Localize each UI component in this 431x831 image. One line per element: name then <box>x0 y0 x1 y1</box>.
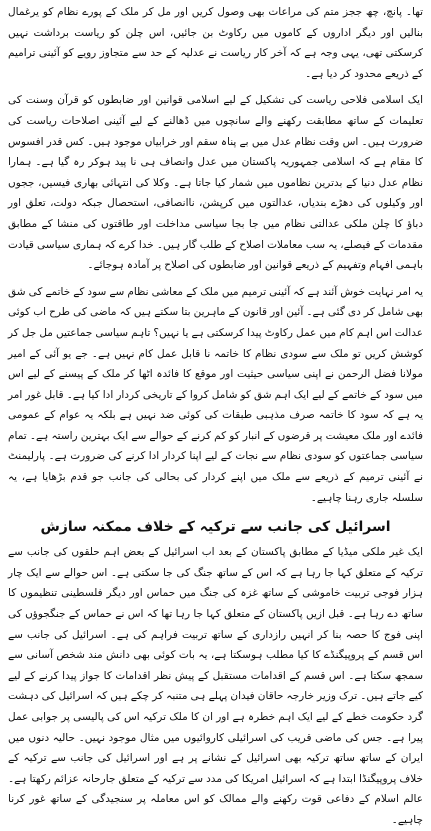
paragraph-interest-elimination: یہ امر نہایت خوش آئند ہے کہ آئینی ترمیم میں ملک کے معاشی نظام سے سود کے خاتمے کی شق بھی شامل کر دی گئی ہے۔ آئین اور قانون کے ماہرین بتا سکتے ہیں کہ ماضی کی طرح اب کوئی عدالت اس اہم کام میں عمل رکاوٹ پیدا کرسکتی ہے یا نہیں؟ تاہم سیاسی جماعتیں مل جل کر کوشش کریں تو ملک سے سودی نظام کا خاتمہ نا قابل عمل کام نہیں ہے۔ جے یو آئی کے امیر مولانا فضل الرحمن نے اپنی سیاسی حیثیت اور موقع کا فائدہ اٹھا کر ملک کے پیسنے کے لیے اس میں سود کے خاتمے کے لیے ایک اہم شق کو شامل کروا کے تاریخی کردار ادا کیا ہے۔ قابل غور امر یہ ہے کہ سود کا خاتمہ صرف مذہبی طبقات کی کوئی ضد نہیں ہے بلکہ یہ عوام کے عمومی فائدے اور ملک معیشت پر قرضوں کے انبار کو کم کرنے کے حوالے سے ایک بہترین راستہ ہے۔ تمام سیاسی جماعتوں کو سودی نظام سے نجات کے لیے اپنا کردار ادا کرنے کی ضرورت ہے۔ پارلیمنٹ نے آئینی ترمیم کے ذریعے سے ملک میں اپنے کردار کی بحالی کی جانب جو قدم بڑھایا ہے، یہ سلسلہ جاری رہنا چاہیے۔ <box>7 285 423 504</box>
paragraph-israel-turkey: ایک غیر ملکی میڈیا کے مطابق پاکستان کے بعد اب اسرائیل کے بعض اہم حلقوں کی جانب سے ترکیہ کے متعلق کہا جا رہا ہے کہ اس کے ساتھ جنگ کی جا سکتی ہے۔ اس حوالے سے ایک چار ہزار فوجی تربیت خاموشی کے ساتھ غزہ کی جنگ میں حماس اور دیگر فلسطینی تنظیموں کا ساتھ دے رہا ہے۔ قبل ازیں پاکستان کے متعلق کہا جا رہا تھا کہ اس نے حماس کے جنگجوؤں کی اپنی فوج کا حصہ بنا کر انہیں رازداری کے ساتھ تربیت فراہم کی ہے۔ اسرائیل کی جانب سے اس قسم کے پروپیگنڈے کا کیا مطلب ہوسکتا ہے، یہ بات کوئی بھی دانش مند شخص آسانی سے سمجھ سکتا ہے۔ اس قسم کے اقدامات مستقبل کے پیش نظر اقدامات کا جواز پیدا کرنے کے لیے کیے جاتے ہیں۔ ترک وزیر خارجہ حاقان فیدان پہلے ہی متنبہ کر چکے ہیں کہ اسرائیل کی دہشت گرد حکومت خطے کے لیے ایک اہم خطرہ ہے اور ان کا ملک ترکیہ اس کی پالیسی پر جوابی عمل پیرا ہے۔ جس کی ماضی قریب کی اسرائیلی کاروائیوں میں مثال موجود نہیں۔ حالیہ دنوں میں ایران کے ساتھ ساتھ ترکیہ بھی اسرائیل کے نشانے پر ہے اور اسرائیل کی جانب سے ترکیہ کے خلاف پروپیگنڈا ابتدا ہے کہ اسرائیل امریکا کی مدد سے ترکیہ کے متعلق جارحانہ عزائم رکھتا ہے۔ عالم اسلام کے دفاعی قوت رکھنے والے ممالک کو اس معاملہ پر سنجیدگی کے ساتھ غور کرنا چاہیے۔ <box>8 546 423 826</box>
paragraph-judiciary: تھا۔ پانچ، چھ ججز متم کی مراعات بھی وصول کریں اور مل کر ملک کے پورے نظام کو یرغمال بنالیں اور دیگر اداروں کے کاموں میں رکاوٹ بن جائیں، اس چلن کو ریاست برداشت نہیں کرسکتی تھی، یہی وجہ ہے کہ آخر کار ریاست نے عدلیہ کے حد سے متجاوز رویے کو آئینی ترامیم کے ذریعے محدود کر دیا ہے۔ <box>8 6 423 80</box>
section-heading: اسرائیل کی جانب سے ترکیہ کے خلاف ممکنہ سازش <box>40 519 391 536</box>
paragraph-justice-system: ایک اسلامی فلاحی ریاست کی تشکیل کے لیے اسلامی قوانین اور ضابطوں کو قرآن وسنت کی تعلیمات کے ساتھ مطابقت رکھنے والے سانچوں میں ڈھالنے کے لیے آئینی اصلاحات ریاست کی ضرورت ہیں۔ اس وقت نظام عدل میں بے پناہ سقم اور خرابیاں موجود ہیں۔ کس قدر افسوس کا مقام ہے کہ اسلامی جمہوریہ پاکستان میں عدل وانصاف ہی نا پید ہوکر رہ گیا ہے۔ ہمارا نظام عدل دنیا کے بدترین نظاموں میں شمار کیا جاتا ہے۔ وکلا کی انتہائی بھاری فیسیں، ججوں اور وکیلوں کی دھڑے بندیاں، عدالتوں میں کرپشن، ناانصافی، استحصال جبکہ دولت، تعلق اور دباؤ کا چلن ملکی عدالتی نظام میں جا بجا سیاسی مداخلت اور طاقتوں کی منشا کے مطابق مقدمات کے فیصلے، یہ سب معاملات اصلاح کے طلب گار ہیں۔ خدا کرے کہ ہماری سیاسی قیادت باہمی افہام وتفہیم کے ذریعے قوانین اور ضابطوں کی اصلاح پر آمادہ ہوجائے۔ <box>8 94 423 272</box>
